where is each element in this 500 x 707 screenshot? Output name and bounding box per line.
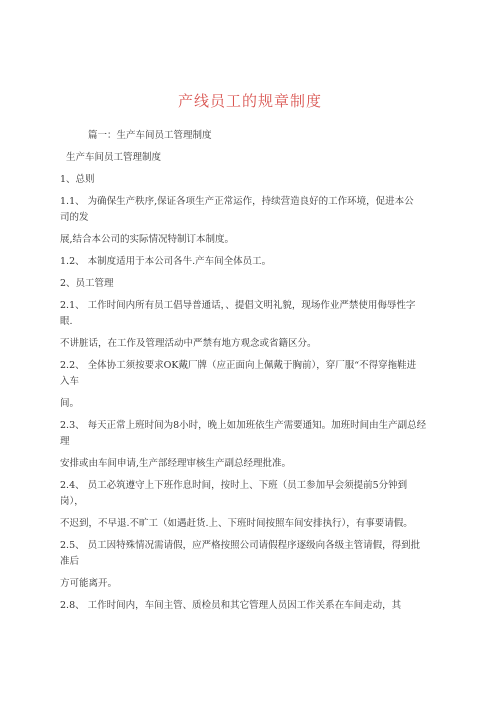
text-line: 生产车间员工管理制度 [66, 152, 162, 163]
text-line: 安排或由车间申请,生产部经理审核生产副总经理批准。 [60, 458, 292, 469]
text-line: 理 [60, 436, 70, 447]
document-title: 产线员工的规章制度 [177, 92, 322, 110]
text-line: 不迟到，不早退.不旷工（如遇赶货.上、下班时间按照车间安排执行），有事要请假。 [60, 518, 413, 529]
text-line: 间。 [60, 398, 80, 409]
text-line: 展,结合本公司的实际情况特制订本制度。 [60, 234, 235, 245]
text-line: 1.1、 为确保生产秩序,保证各项生产正常运作，持续营造良好的工作环境，促进本公 [60, 196, 414, 207]
text-line: 篇一：生产车间员工管理制度 [88, 130, 212, 141]
text-line: 2、员工管理 [60, 278, 114, 289]
text-line: 2.3、 每天正常上班时间为8小时，晚上如加班依生产需要通知。加班时间由生产副总经 [60, 420, 427, 431]
text-line: 司的发 [60, 212, 89, 223]
text-line: 1、总则 [60, 174, 95, 185]
text-line: 方可能离开。 [60, 578, 118, 589]
text-line: 不讲脏话，在工作及管理活动中严禁有地方观念或省籍区分。 [60, 338, 317, 349]
text-line: 2.5、 员工因特殊情况需请假，应严格按照公司请假程序逐级向各级主管请假，得到批 [60, 540, 421, 551]
text-line: 岗）， [60, 496, 84, 507]
text-line: 2.2、 全体协工须按要求OK戴厂牌（应正面向上佩戴于胸前），穿厂服“不得穿拖鞋进 [60, 360, 417, 371]
text-line: 1.2、 本制度适用于本公司各牛.产车间全体员工。 [60, 256, 272, 267]
text-line: 2.1、 工作时间内所有员工倡导普通话，、提倡文明礼貌，现场作业严禁使用侮辱性字 [60, 300, 416, 311]
text-line: 2.4、 员工必筑遵守上下班作息时间，按时上、下班（员工参加早会须提前5分钟到 [60, 480, 408, 491]
text-line: 入车 [60, 376, 80, 387]
text-line: 准后 [60, 556, 80, 567]
text-line: 2.8、 工作时间内，车间主管、质检员和其它管理人员因工作关系在车间走动，其 [60, 600, 402, 611]
text-line: 眼. [60, 316, 73, 327]
